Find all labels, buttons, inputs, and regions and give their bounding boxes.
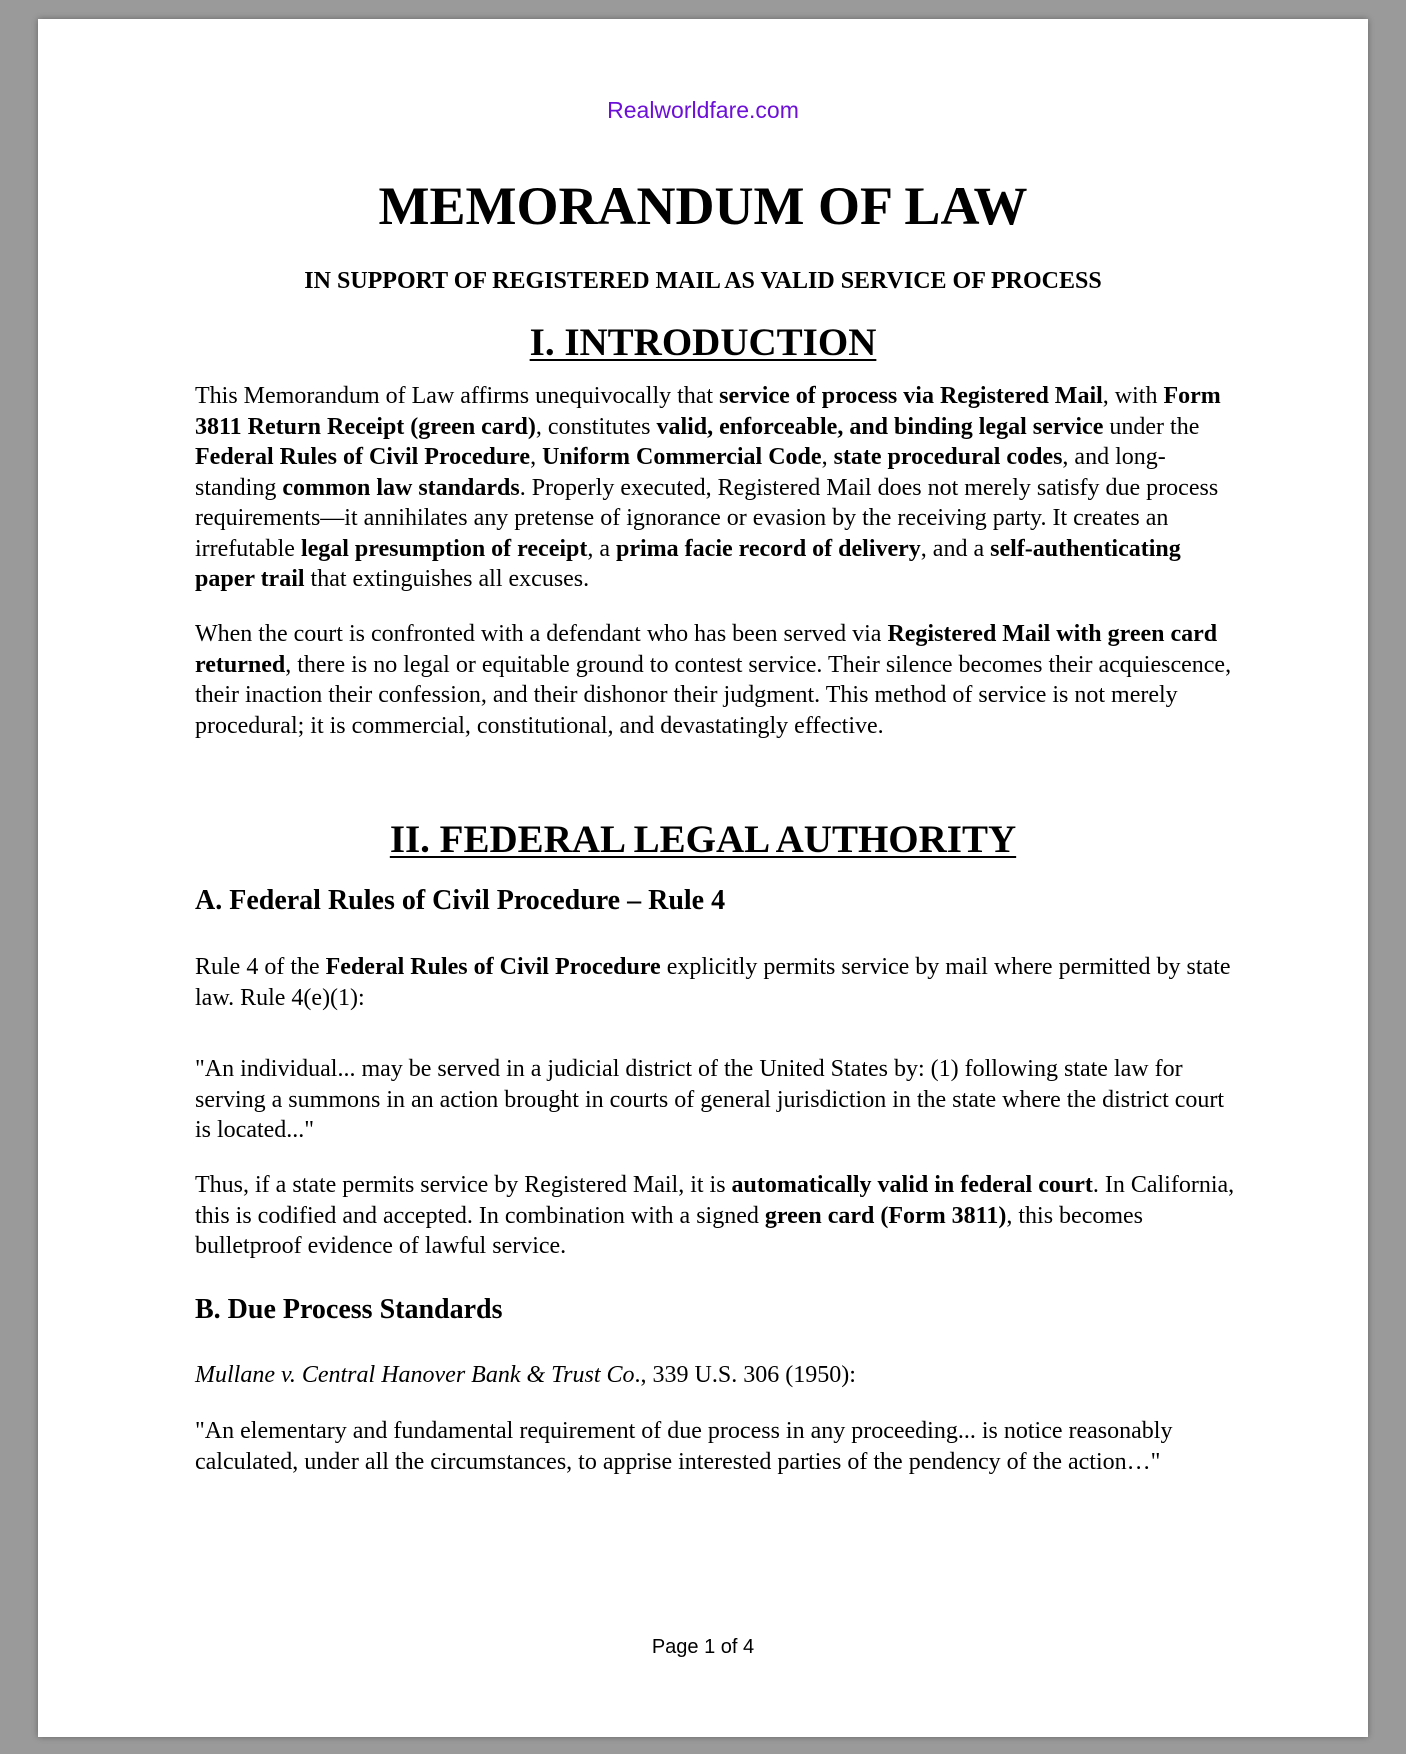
section-heading-introduction: I. INTRODUCTION bbox=[529, 321, 877, 364]
document-title: MEMORANDUM OF LAW bbox=[378, 176, 1028, 236]
page-number: Page 1 of 4 bbox=[651, 1636, 755, 1658]
rule-4-conclusion-paragraph: Thus, if a state permits service by Registered Mail, it is automatically valid in federal court. In California, this is codified and accepted. In combination with a signed green card (Form 3811), this becomes bulletproof evidence of lawful service. bbox=[195, 1172, 1235, 1259]
document-subtitle: IN SUPPORT OF REGISTERED MAIL AS VALID SERVICE OF PROCESS bbox=[304, 268, 1102, 294]
intro-paragraph-2: When the court is confronted with a defendant who has been served via Registered Mail with green card returned, there is no legal or equitable ground to contest service. Their silence becomes their acquiescence, their inaction their confession, and their dishonor their judgment. This method of service is not merely procedural; it is commercial, constitutional, and devastatingly effective. bbox=[195, 621, 1232, 739]
section-heading-federal-authority: II. FEDERAL LEGAL AUTHORITY bbox=[389, 818, 1017, 861]
due-process-quote: "An elementary and fundamental requirement of due process in any proceeding... is notice reasonably calculated, under all the circumstances, to apprise interested parties of the pendency of the action…" bbox=[195, 1418, 1173, 1475]
document-page bbox=[38, 19, 1368, 1737]
site-header-link[interactable]: Realworldfare.com bbox=[607, 97, 799, 123]
rule-4-paragraph: Rule 4 of the Federal Rules of Civil Procedure explicitly permits service by mail where permitted by state law. Rule 4(e)(1): bbox=[195, 954, 1231, 1011]
intro-paragraph-1: This Memorandum of Law affirms unequivocally that service of process via Registered Mail, with Form 3811 Return Receipt (green card), constitutes valid, enforceable, and binding legal service under the Federal Rules of Civil Procedure, Uniform Commercial Code, state procedural codes, and long-standing common law standards. Properly executed, Registered Mail does not merely satisfy due process requirements—it annihilates any pretense of ignorance or evasion by the receiving party. It creates an irrefutable legal presumption of receipt, a prima facie record of delivery, and a self-authenticating paper trail that extinguishes all excuses. bbox=[195, 383, 1221, 592]
subsection-heading-rule-4: A. Federal Rules of Civil Procedure – Rule 4 bbox=[195, 885, 726, 916]
rule-4-quote: "An individual... may be served in a judicial district of the United States by: (1) following state law for serving a summons in an action brought in courts of general jurisdiction in the state where the district court is located..." bbox=[195, 1056, 1225, 1143]
subsection-heading-due-process: B. Due Process Standards bbox=[195, 1294, 503, 1325]
case-citation: Mullane v. Central Hanover Bank & Trust Co., 339 U.S. 306 (1950): bbox=[195, 1362, 856, 1388]
